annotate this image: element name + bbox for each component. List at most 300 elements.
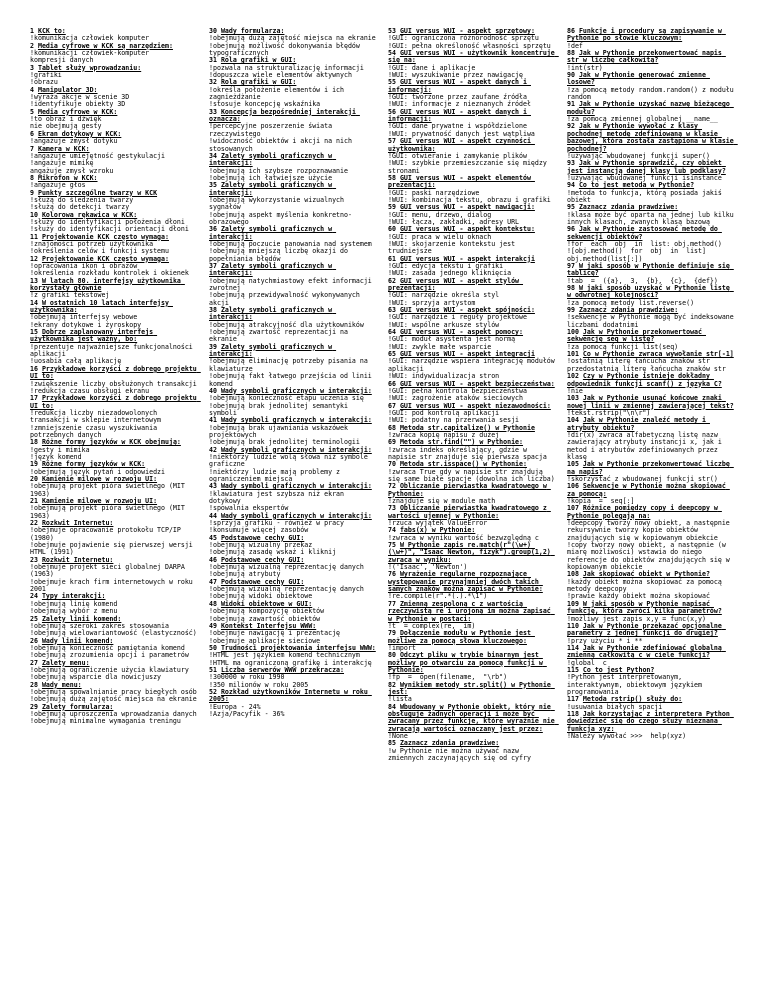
answer-line: !skorzystać z wbudowanej funkcji str() <box>567 474 718 483</box>
question-text: Metoda str.find("") w Pythonie: <box>399 438 524 447</box>
answer-line: !GUI: dane prywatne i współdzielone <box>388 122 527 131</box>
question-entry <box>30 660 199 682</box>
answer-line: !obejmują natychmiastowy efekt informacji zwrotnej <box>209 276 376 293</box>
question-text: Kamera w KCK: <box>37 144 90 153</box>
question-number: 38 <box>209 306 217 315</box>
text-column-3 <box>388 28 557 978</box>
question-text: W ostatnich 10 latach interfejsy użytkownika: <box>30 298 173 315</box>
answer-line: !określa położenie elementów i ich zagnieżdżanie <box>209 85 348 102</box>
question-entry <box>567 285 736 307</box>
question-number: 67 <box>388 401 396 410</box>
question-text: Jak korzystając z interpretera Python dowiedzieć się do czego służy nieznana funkcja xyz: <box>567 709 734 733</box>
answer-line: !niektórzy ludzie mają problemy z ograniczeniem miejsca <box>209 467 344 483</box>
answer-line: !widoczność obiektów i akcji na nich stosowanych <box>209 137 356 153</box>
question-text: Punkty szczególne twarzy w KCK <box>37 188 158 197</box>
answer-line: !('Isaac', 'Newton') <box>388 563 468 572</box>
question-number: 32 <box>209 78 217 87</box>
question-number: 75 <box>388 541 396 550</box>
question-number: 14 <box>30 298 38 307</box>
answer-line: !dir(x) zwraca alfabetyczną listę nazw zawierający atrybuty instancji x, jak i metod i atrybutów zdefiniowanych przez klasę <box>567 430 726 461</box>
answer-line: !grafiki <box>30 71 62 80</box>
question-heading <box>30 329 199 344</box>
question-text: Wady symboli graficznych w interakcji: <box>220 511 372 520</box>
question-heading <box>388 652 557 674</box>
question-text: GUI versus WUI - aspekt danych i informacji: <box>388 107 531 124</box>
question-heading <box>567 601 736 616</box>
question-text: Co w Pythonie zwraca wywołanie str[-1] <box>582 350 734 359</box>
question-number: 4 <box>30 85 34 94</box>
answer-line: !język komend <box>30 452 82 461</box>
question-number: 107 <box>567 504 579 513</box>
answer-line: !obejmują linię komend <box>30 599 118 608</box>
question-number: 13 <box>30 276 38 285</box>
answer-line: !obejmują zrozumienia opcji i parametrów <box>30 651 189 660</box>
question-number: 100 <box>567 328 579 337</box>
answer-line: !służy do identyfikacji położenia dłoni <box>30 217 185 226</box>
question-entry <box>388 204 557 226</box>
question-entry <box>388 652 557 681</box>
question-entry <box>30 682 199 704</box>
question-number: 41 <box>209 416 217 425</box>
question-entry <box>388 28 557 50</box>
question-text: Co to jest Python? <box>582 665 655 674</box>
question-entry <box>388 601 557 630</box>
question-text: GUI versus WUI - aspekt nawigacji: <box>399 203 535 212</box>
question-number: 96 <box>567 225 575 234</box>
question-entry <box>30 395 199 439</box>
question-entry <box>30 28 199 43</box>
answer-line: !WUI: informacje z nieznanych źródeł <box>388 100 531 109</box>
answer-line: !obejmują ograniczenie użycia klawiatury <box>30 665 189 674</box>
answer-line: angażuje zmysł wzroku <box>30 166 114 175</box>
question-text: W jaki sposób w Pythonie definiuje się tablicę? <box>567 262 734 278</box>
question-entry <box>209 307 378 344</box>
answer-line: !for each obj in list: obj.method() <box>567 239 722 248</box>
question-heading <box>209 307 378 322</box>
answer-line: !obejmują wybór z menu <box>30 607 118 616</box>
question-text: Zalety menu: <box>41 658 90 667</box>
answer-line: !global c <box>567 658 607 667</box>
question-entry <box>388 256 557 278</box>
answer-line: !przy użyciu * i ** <box>567 636 643 645</box>
question-number: 94 <box>567 181 575 190</box>
question-heading <box>567 417 736 432</box>
answer-line: !percepcyjne poszerzenie świata rzeczywistego <box>209 122 337 138</box>
question-number: 15 <box>30 328 38 337</box>
question-number: 66 <box>388 379 396 388</box>
question-text: Manipulator 3D: <box>37 85 98 94</box>
answer-line: !prawie każdy obiekt można skopiować <box>567 592 710 601</box>
question-text: GUI versus WUI - aspekt interakcji <box>399 254 535 263</box>
question-entry <box>388 542 557 571</box>
question-entry <box>30 461 199 476</box>
answer-line: !w Pythonie nie można używać nazw zmiennych zaczynających się od cyfry <box>388 746 531 763</box>
question-text: Wynikiem metody str.split() w Pythonie jest: <box>388 680 555 696</box>
answer-line: !obejmuje opracowanie protokołu TCP/IP (1980) <box>30 526 185 542</box>
answer-line: !def <box>567 41 583 50</box>
question-entry <box>388 439 557 461</box>
question-number: 85 <box>388 739 396 748</box>
question-entry <box>209 79 378 108</box>
answer-line: !każdy obiekt można skopiować za pomocą metody deepcopy <box>567 577 726 594</box>
question-entry <box>567 329 736 351</box>
question-number: 5 <box>30 107 34 116</box>
question-heading <box>567 505 736 520</box>
question-number: 90 <box>567 71 575 80</box>
answer-line: !GUI: otwieranie i zamykanie plików <box>388 151 527 160</box>
question-number: 39 <box>209 342 217 351</box>
question-heading <box>388 483 557 498</box>
question-entry <box>388 329 557 351</box>
question-entry <box>388 50 557 79</box>
answer-line: !GUI: narzędzie określa styl <box>388 291 500 300</box>
question-text: Zaznacz zdania prawdziwe: <box>578 203 679 212</box>
answer-line: !obejmują konieczność etapu uczenia się <box>209 394 364 403</box>
answer-line: !obejmują brak jednolitej semantyki symboli <box>209 401 352 417</box>
answer-line: !zwraca True gdy w napisie str znajdują się same białe spacje (dowolna ich liczba) <box>388 467 555 483</box>
answer-line: !zwiększenie liczby obsłużonych transakcji <box>30 379 197 388</box>
answer-line: !lista <box>388 695 412 704</box>
question-heading <box>388 601 557 623</box>
question-number: 54 <box>388 49 396 58</box>
question-entry <box>30 439 199 461</box>
question-heading <box>388 278 557 293</box>
question-text: Zaznacz zdania prawdziwe: <box>399 739 500 748</box>
answer-line: !WUI: zwykle małe wsparcie <box>388 342 492 351</box>
question-heading <box>567 711 736 733</box>
question-heading <box>567 483 736 498</box>
answer-line: !tab = ({a}, 3, {b}, {c}, {def}) <box>567 276 718 285</box>
question-entry <box>209 344 378 388</box>
question-number: 102 <box>567 372 579 381</box>
question-number: 53 <box>388 27 396 35</box>
question-text: Zmienną zespoloną c z wartością rzeczywistą re i urojoną im można zapisać w Pythonie w postaci: <box>388 599 555 623</box>
question-number: 103 <box>567 394 579 403</box>
question-number: 91 <box>567 100 575 109</box>
question-text: Podstawowe cechy GUI: <box>220 533 305 542</box>
question-number: 80 <box>388 651 396 660</box>
question-entry <box>388 571 557 600</box>
question-entry <box>388 278 557 307</box>
answer-line: !służą do śledzenia twarzy <box>30 195 134 204</box>
answer-line: !obejmują szeroki zakres stosowania <box>30 621 169 630</box>
question-text: Sekwencje w Pythonie można skopiować za pomocą: <box>567 482 730 498</box>
question-text: Jak w Pythonie wywołać z klasy pochodnej metodę zdefiniowaną w klasie bazowej, która została zastąpiona w klasie pochodnej? <box>567 122 738 153</box>
answer-line: !komunikacji człowiek-komputer <box>30 49 150 58</box>
question-heading <box>209 226 378 241</box>
question-entry <box>567 28 736 50</box>
question-entry <box>388 175 557 204</box>
question-entry <box>209 689 378 718</box>
question-number: 92 <box>567 122 575 131</box>
question-number: 74 <box>388 526 396 535</box>
question-entry <box>388 425 557 440</box>
question-text: Mikrofon w KCK: <box>37 173 98 182</box>
answer-line: !za pomocą metody list.reverse() <box>567 298 695 307</box>
answer-line: !określenia rozkładu kontrolek i okienek <box>30 269 189 278</box>
answer-line: !opracowania ikon i obrazów <box>30 262 138 270</box>
answer-line: !obejmują przewidywalność wykonywanych akcji <box>209 291 364 307</box>
question-number: 1 <box>30 27 34 35</box>
question-number: 29 <box>30 702 38 711</box>
question-text: fabs(x) w Pythonie: <box>399 526 476 535</box>
question-number: 7 <box>30 144 34 153</box>
answer-line: !obejmują mniejszą liczbę okazji do popełniania błędów <box>209 247 352 263</box>
question-number: 95 <box>567 203 575 212</box>
question-entry <box>388 740 557 762</box>
question-heading <box>30 278 199 293</box>
answer-line: !pozwala na strukturalizację informacji <box>209 63 364 72</box>
question-number: 59 <box>388 203 396 212</box>
answer-line: !obrazu <box>30 78 58 87</box>
question-entry <box>30 557 199 594</box>
question-number: 11 <box>30 232 38 241</box>
question-number: 56 <box>388 107 396 116</box>
answer-line: !obejmuje nawigację i prezentację <box>209 629 341 638</box>
question-entry <box>209 28 378 57</box>
question-entry <box>30 190 199 212</box>
question-entry <box>30 146 199 175</box>
question-heading <box>567 461 736 476</box>
answer-line: !GUI: dane i aplikacje <box>388 63 476 72</box>
question-number: 47 <box>209 577 217 586</box>
question-entry <box>30 234 199 256</box>
question-text: Wady formularza: <box>220 27 285 35</box>
answer-line: !GUI: narzędzie wspiera integrację modułów aplikacji <box>388 357 559 373</box>
question-number: 9 <box>30 188 34 197</box>
question-number: 104 <box>567 416 579 425</box>
question-entry <box>388 483 557 505</box>
answer-line: !GUI: pełna kontrola bezpieczeństwa <box>388 386 527 395</box>
answer-line: !Azja/Pacyfik - 36% <box>209 709 285 718</box>
question-text: Typy interakcji: <box>41 592 106 601</box>
question-text: Rola grafiki w GUI: <box>220 78 297 87</box>
answer-line: !GUI: tworzone przez zaufane źródła <box>388 93 527 102</box>
question-heading <box>567 28 736 43</box>
answer-line: !nie <box>567 386 583 395</box>
question-number: 118 <box>567 709 579 718</box>
question-text: Rola grafiki w GUI: <box>220 56 297 65</box>
answer-line: !Python jest interpretowanym, interaktywnym, obiektowym językiem programowania <box>567 673 706 696</box>
question-entry <box>388 351 557 380</box>
answer-line: !niektórzy ludzie wolą słowa niż symbole graficzne <box>209 452 372 469</box>
question-number: 10 <box>30 210 38 219</box>
answer-line: obj.method(list[:]) <box>567 254 643 263</box>
question-number: 3 <box>30 63 34 72</box>
question-text: W jaki sposób w Pythonie napisać funkcję, która zwróci kilka parametrów? <box>567 599 722 616</box>
answer-line: !ekrany dotykowe i żyroskopy <box>30 320 142 329</box>
question-entry <box>30 278 199 300</box>
question-number: 31 <box>209 56 217 65</box>
question-number: 52 <box>209 687 217 696</box>
answer-line: !obejmują interfejsy webowe <box>30 313 138 322</box>
question-heading <box>388 630 557 645</box>
question-entry <box>209 182 378 226</box>
question-entry <box>567 696 736 711</box>
question-entry <box>567 623 736 645</box>
answer-line: !za pomocą metody random.random() z modułu random <box>567 85 738 102</box>
question-number: 110 <box>567 621 579 630</box>
answer-line: !deepcopy tworzy nowy obiekt, a następnie rekursywnie tworzy kopie obiektów znajdujących się w kopiowanym obiekcie <box>567 519 734 542</box>
question-number: 105 <box>567 460 579 469</box>
answer-line: !za pomocą zmiennej globalnej __name__ <box>567 115 718 124</box>
question-heading <box>209 182 378 197</box>
answer-line: !gesty i mimika <box>30 445 90 454</box>
answer-line: ![obj.method() for obj in list] <box>567 247 706 256</box>
question-text: GUI versus WUI - aspekt elementów prezentacji: <box>388 173 535 190</box>
answer-line: !GUI: pełna określoność własności sprzętu <box>388 41 551 50</box>
question-number: 45 <box>209 533 217 542</box>
question-number: 55 <box>388 78 396 87</box>
question-text: Jak w Pythonie uzyskać nazwę bieżącego modułu? <box>567 100 734 116</box>
question-entry <box>388 79 557 108</box>
answer-line: !obejmują aspekt myślenia konkretno-obrazowego <box>209 210 352 226</box>
answer-line: !rzuca wyjątek ValueError <box>388 519 488 528</box>
question-entry <box>567 307 736 329</box>
question-text: Rozkład użytkowników Internetu w roku 2005: <box>209 687 372 704</box>
question-number: 57 <box>388 137 396 146</box>
answer-line: !używając wbudowanej funkcji super() <box>567 151 710 160</box>
question-number: 72 <box>388 482 396 491</box>
question-number: 8 <box>30 173 34 182</box>
question-text: W jaki sposób uzyskać w Pythonie listę w odwrotnej kolejności? <box>567 284 734 300</box>
question-text: Koncepcja bezpośredniej interakcji oznacza: <box>209 107 360 124</box>
question-heading <box>209 344 378 359</box>
question-number: 63 <box>388 306 396 315</box>
question-entry <box>567 101 736 123</box>
question-number: 18 <box>30 438 38 447</box>
answer-line: !usuwania białych spacji <box>567 702 663 711</box>
question-number: 65 <box>388 350 396 359</box>
question-text: Jak w Pythonie przekazać opcjonalne parametry z jednej funkcji do drugiej? <box>567 621 726 638</box>
answer-line: !możliwy jest zapis x,y = func(x,y) <box>567 614 706 623</box>
answer-line: !angażuje zmysł dotyku <box>30 137 118 146</box>
question-number: 26 <box>30 636 38 645</box>
question-text: GUI versus WUI - aspekt integracji <box>399 350 535 359</box>
answer-line: !WUI: łącza, zakładki, adresy URL <box>388 217 520 226</box>
answer-line: !HTML jest językiem komend technicznym <box>209 651 360 660</box>
question-entry <box>388 403 557 425</box>
question-number: 46 <box>209 555 217 564</box>
question-entry <box>30 593 199 615</box>
answer-line: !WUI: skojarzenie kontekstu jest trudniejsze <box>388 239 520 256</box>
question-text: GUI versus WUI - aspekt spójności: <box>399 306 535 315</box>
question-entry <box>209 623 378 645</box>
question-entry <box>388 630 557 652</box>
answer-line: !klawiatura jest szybsza niż ekran dotykowy <box>209 489 348 505</box>
answer-line: !znajomości potrzeb użytkownika <box>30 239 154 248</box>
answer-line: !dopuszcza wiele elementów aktywnych <box>209 71 352 80</box>
answer-line: !WUI: szybkie przemieszczanie się między stronami <box>388 159 551 175</box>
answer-line: !obejmują minimalne wymagania treningu <box>30 717 181 726</box>
question-text: Projektowanie KCK często wymaga: <box>41 232 169 241</box>
question-number: 69 <box>388 438 396 447</box>
question-entry <box>567 182 736 204</box>
question-text: Wady symboli graficznych w interakcji: <box>220 445 372 454</box>
answer-line: !obejmują wykorzystanie wizualnych sygnałów <box>209 195 348 212</box>
answer-line: !znajduje się w module math <box>388 497 496 505</box>
question-entry <box>30 212 199 234</box>
question-text: Obliczanie pierwiastka kwadratowego z wartości ujemnej w Pythonie: <box>388 504 551 520</box>
question-heading <box>567 101 736 116</box>
question-number: 117 <box>567 695 579 704</box>
question-entry <box>209 447 378 484</box>
answer-line: !obejmują dużą zajętość miejsca na ekranie <box>209 34 376 43</box>
question-entry <box>567 226 736 263</box>
answer-line: !350 milionów w roku 2005 <box>209 680 309 689</box>
answer-line: !obejmują wielowariantowość (elastyczność) <box>30 629 197 638</box>
answer-line: !klasa może być oparta na jednej lub kilku innych klasach, zwanych klasą bazową <box>567 210 738 226</box>
question-entry <box>567 571 736 600</box>
question-text: GUI versus WUI - aspekt bezpieczeństwa: <box>399 379 555 388</box>
question-number: 64 <box>388 328 396 337</box>
question-text: Metoda str.isspace() w Pythonie: <box>399 460 527 469</box>
question-text: Widoki obiektowe w GUI: <box>220 599 313 608</box>
question-heading <box>567 285 736 300</box>
question-entry <box>388 505 557 527</box>
question-text: Zalety formularza: <box>41 702 114 711</box>
question-text: Przykładowe korzyści z dobrego projektu UI to: <box>30 364 201 381</box>
answer-line: !obejmują zawartość obiektów <box>209 614 321 623</box>
question-entry <box>30 175 199 190</box>
question-number: 51 <box>209 665 217 674</box>
question-text: Zalety linii komend: <box>41 614 122 623</box>
answer-line: !obejmują zasadę wskaż i kliknij <box>209 548 337 557</box>
answer-line: !obejmują kompozycję obiektów <box>209 607 325 616</box>
question-number: 37 <box>209 262 217 270</box>
question-number: 76 <box>388 570 396 579</box>
question-heading <box>30 366 199 381</box>
question-entry <box>30 65 199 87</box>
question-number: 88 <box>567 49 575 58</box>
answer-line: !obejmują eliminację potrzeby pisania na klawiaturze <box>209 357 372 373</box>
answer-line: !zwraca w wyniku wartość bezwzględną c <box>388 533 539 542</box>
answer-line: !GUI: narzędzie i reguły projektowe <box>388 313 527 322</box>
answer-line: !zmniejszenie czasu wyszukiwania potrzebnych danych <box>30 423 162 439</box>
question-number: 109 <box>567 599 579 608</box>
question-heading <box>209 109 378 124</box>
question-entry <box>567 263 736 285</box>
answer-line: !z grafiki tekstowej <box>30 291 110 300</box>
answer-line: !obejmują konieczność pamiętania komend <box>30 643 185 652</box>
answer-line: kompresji danych <box>30 56 94 65</box>
question-heading <box>388 79 557 94</box>
page <box>30 28 742 978</box>
answer-line: !prezentuje najważniejsze funkcjonalności aplikacji <box>30 342 197 359</box>
answer-line: !obejmują wsparcie dla nowicjuszy <box>30 673 162 682</box>
question-number: 82 <box>388 680 396 689</box>
answer-line: !wyraża akcje w scenie 3D <box>30 93 130 102</box>
question-text: GUI versus WUI - użytkownik koncentruje się na: <box>388 49 559 65</box>
answer-line: !sprzyja grafiku - również w pracy <box>209 519 344 528</box>
question-entry <box>388 138 557 175</box>
answer-line: !za pomocą funkcji list(seq) <box>567 342 679 351</box>
question-entry <box>209 109 378 153</box>
question-text: Zalety symboli graficznych w interakcji: <box>209 306 337 322</box>
answer-line: !GUI: ograniczona różnorodność sprzętu <box>388 34 539 43</box>
question-entry <box>388 527 557 542</box>
question-entry <box>567 417 736 461</box>
question-number: 114 <box>567 643 579 652</box>
question-text: Wady symboli graficznych w interakcji: <box>220 386 372 395</box>
answer-line: !obejmują dużą zajętość miejsca na ekranie <box>30 695 197 704</box>
question-entry <box>209 57 378 79</box>
question-heading <box>388 704 557 733</box>
question-heading <box>209 153 378 168</box>
question-entry <box>567 351 736 373</box>
answer-line: !GUI: edycja tekstu i grafiki <box>388 262 504 270</box>
question-text: Zalety symboli graficznych w interakcji: <box>209 151 337 168</box>
